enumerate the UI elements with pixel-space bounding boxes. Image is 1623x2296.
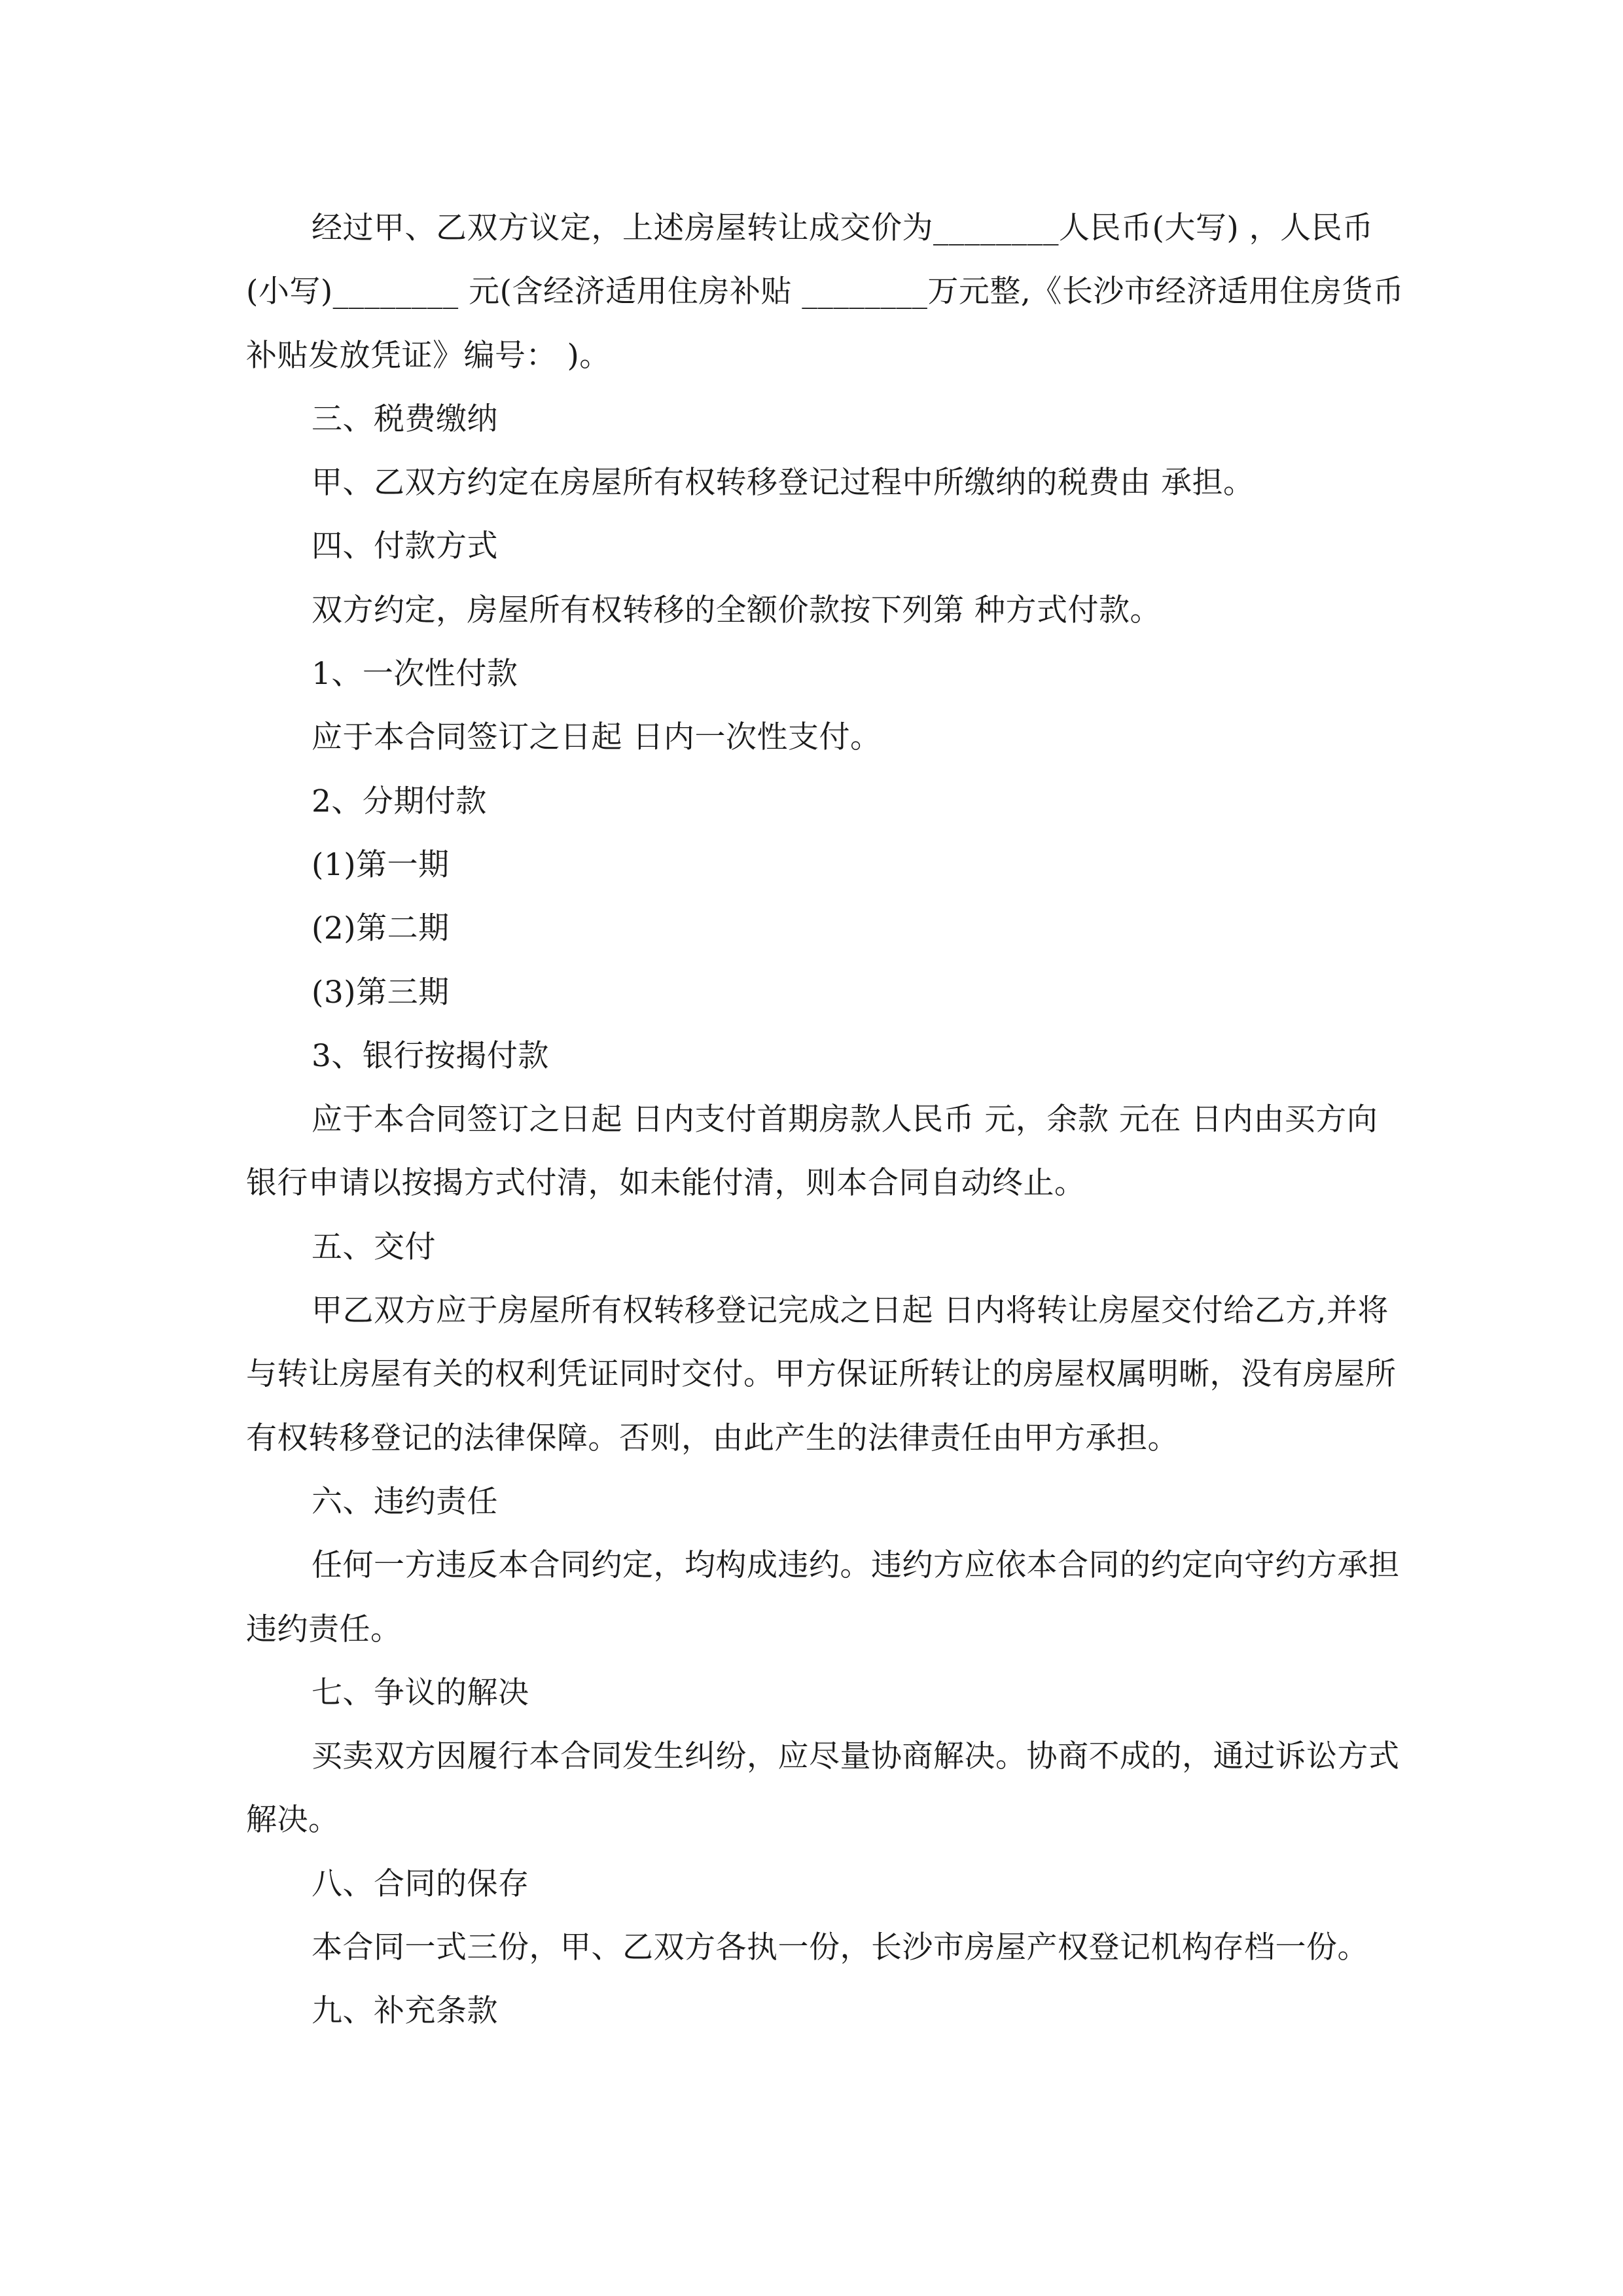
breach-clause: 任何一方违反本合同约定，均构成违约。违约方应依本合同的约定向守约方承担违约责任。 (246, 1547, 1400, 1647)
lump-sum-clause: 应于本合同签订之日起 日内一次性支付。 (312, 719, 882, 756)
retention-clause: 本合同一式三份，甲、乙双方各执一份，长沙市房屋产权登记机构存档一份。 (312, 1929, 1368, 1966)
delivery-clause: 甲乙双方应于房屋所有权转移登记完成之日起 日内将转让房屋交付给乙方,并将与转让房屋有关的权利凭证同时交付。甲方保证所转让的房屋权属明晰，没有房屋所有权转移登记的法律保障。否则，由此产生的法律责任由甲方承担。 (246, 1293, 1397, 1456)
mortgage-clause: 应于本合同签订之日起 日内支付首期房款人民币 元，余款 元在 日内由买方向银行申请以按揭方式付清，如未能付清，则本合同自动终止。 (246, 1102, 1378, 1202)
payment-option-mortgage: 3、银行按揭付款 (312, 1037, 549, 1074)
payment-clause: 双方约定，房屋所有权转移的全额价款按下列第 种方式付款。 (312, 592, 1161, 628)
section-heading-disputes: 七、争议的解决 (312, 1674, 529, 1711)
section-heading-delivery: 五、交付 (312, 1229, 436, 1265)
installment-first: (1)第一期 (312, 846, 450, 883)
price-clause: 经过甲、乙双方议定，上述房屋转让成交价为________人民币(大写) ，人民币(小写)________ 元(含经济适用住房补贴 ________万元整,《长沙市经济适用住房货币补贴发放凭证》编号： )。 (246, 210, 1404, 374)
installment-second: (2)第二期 (312, 910, 450, 947)
section-heading-breach: 六、违约责任 (312, 1483, 498, 1520)
section-heading-supplementary: 九、补充条款 (312, 1993, 498, 2030)
disputes-clause: 买卖双方因履行本合同发生纠纷，应尽量协商解决。协商不成的，通过诉讼方式解决。 (246, 1738, 1400, 1839)
installment-third: (3)第三期 (312, 974, 450, 1011)
section-heading-payment: 四、付款方式 (312, 528, 498, 565)
payment-option-installments: 2、分期付款 (312, 783, 487, 819)
section-heading-retention: 八、合同的保存 (312, 1865, 529, 1902)
section-heading-taxes: 三、税费缴纳 (312, 401, 498, 437)
payment-option-lump-sum: 1、一次性付款 (312, 656, 518, 692)
document-body (246, 196, 1404, 2043)
taxes-clause: 甲、乙双方约定在房屋所有权转移登记过程中所缴纳的税费由 承担。 (312, 465, 1255, 501)
